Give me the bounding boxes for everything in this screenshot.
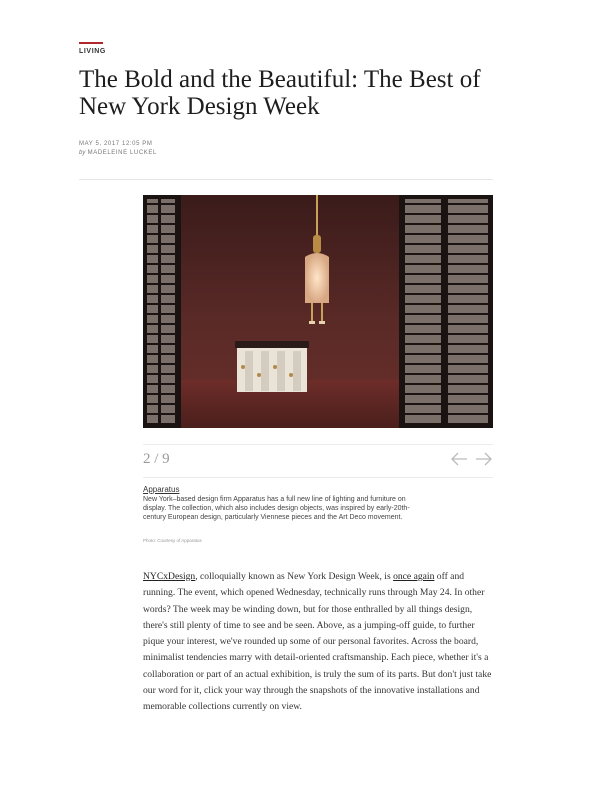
body-text-1: , colloquially known as New York Design Week, is bbox=[195, 571, 394, 582]
article-date: MAY 5, 2017 12:05 PM bbox=[79, 141, 153, 147]
photo-credit: Photo: Courtesy of Apparatus bbox=[143, 538, 202, 543]
gallery-counter: 2 / 9 bbox=[143, 451, 170, 467]
arrow-right-icon[interactable] bbox=[475, 451, 493, 467]
article-byline bbox=[79, 150, 157, 156]
body-text-2: off and running. The event, which opened Wednesday, technically runs through May 24. In other words? The week may be winding down, but for those enthralled by all things design, there's still plenty of time to see and be seen. Above, as a jumping-off guide, to further pique your interest, we've rounded up some of our personal favorites. Across the board, minimalist tendencies marry with detail-oriented craftsmanship. Each piece, whether it's a collaboration or part of an actual exhibition, is truly the sum of its parts. But don't just take our word for it, click your way through the snapshots of the innovative installations and memorable collections currently on view. bbox=[143, 571, 492, 713]
byline-prefix: by bbox=[79, 150, 86, 156]
gallery-photo[interactable] bbox=[143, 195, 493, 428]
article-title: The Bold and the Beautiful: The Best of New York Design Week bbox=[79, 66, 481, 120]
caption-body: New York–based design firm Apparatus has a full new line of lighting and furniture on display. The collection, which also includes design objects, was inspired by early-20th-century European design, particularly Viennese pieces and the Art Deco movement. bbox=[143, 496, 410, 521]
article-body bbox=[143, 569, 495, 716]
photo-illustration bbox=[143, 195, 493, 428]
section-link-living[interactable]: LIVING bbox=[79, 48, 106, 55]
once-again-link[interactable]: once again bbox=[393, 571, 435, 582]
arrow-left-icon[interactable] bbox=[450, 451, 468, 467]
gallery-controls bbox=[143, 444, 493, 478]
nycxdesign-link[interactable]: NYCxDesign bbox=[143, 571, 196, 582]
caption-title-link[interactable]: Apparatus bbox=[143, 485, 180, 494]
kicker-rule bbox=[79, 42, 103, 44]
author-link[interactable]: MADELEINE LUCKEL bbox=[87, 150, 157, 156]
header-divider bbox=[79, 179, 493, 180]
